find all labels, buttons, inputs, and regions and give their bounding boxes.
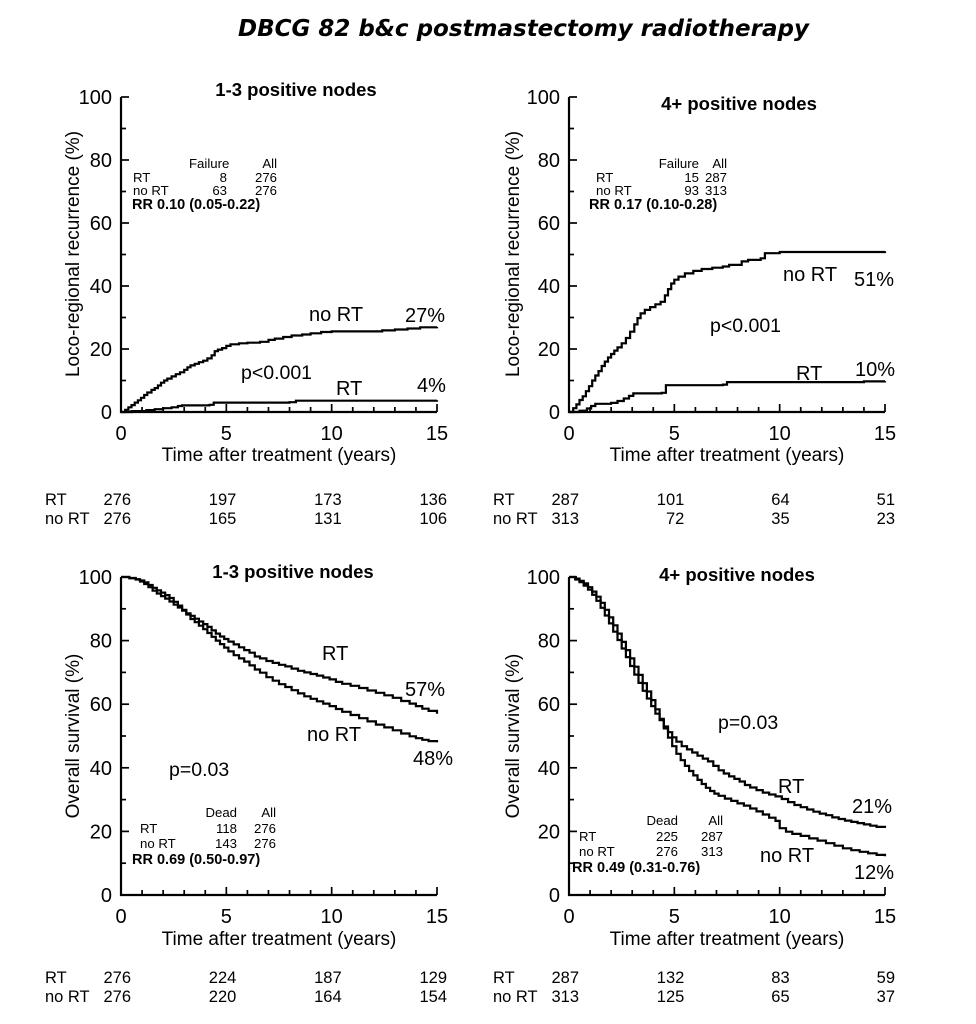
y-tick-label: 100 bbox=[526, 87, 560, 109]
stats-value: 276 bbox=[253, 820, 276, 836]
panel-title: 4+ positive nodes bbox=[659, 564, 815, 585]
curve-end-value-rt: 10% bbox=[855, 359, 896, 381]
curve-end-value-no-rt: 12% bbox=[854, 862, 895, 884]
x-tick-label: 0 bbox=[563, 906, 575, 928]
risk-value: 276 bbox=[103, 510, 131, 528]
risk-value: 154 bbox=[419, 988, 447, 1006]
stats-row-rt bbox=[133, 171, 277, 185]
stats-row-rt bbox=[579, 829, 723, 845]
x-tick-label: 0 bbox=[563, 423, 575, 445]
stats-value: 93 bbox=[684, 183, 699, 198]
relative-risk-line: RR 0.17 (0.10-0.28) bbox=[589, 197, 718, 213]
x-tick-label: 10 bbox=[320, 423, 343, 445]
x-tick-label: 15 bbox=[425, 906, 449, 928]
stats-value: 287 bbox=[704, 169, 727, 185]
stats-value: 276 bbox=[254, 169, 277, 185]
x-tick-label: 5 bbox=[668, 906, 680, 928]
p-value: p<0.001 bbox=[710, 315, 782, 337]
stats-value: 287 bbox=[700, 828, 723, 844]
risk-value: 313 bbox=[551, 988, 579, 1006]
x-tick-label: 0 bbox=[115, 906, 127, 928]
risk-value: 64 bbox=[771, 491, 790, 509]
y-tick-label: 20 bbox=[89, 339, 112, 361]
curve-label-no-rt: no RT bbox=[307, 724, 362, 746]
risk-value: 131 bbox=[314, 510, 342, 528]
x-tick-label: 15 bbox=[425, 423, 449, 445]
y-axis-label: Loco-regional recurrence (%) bbox=[63, 130, 84, 378]
risk-value: 197 bbox=[208, 491, 237, 509]
stats-value: 276 bbox=[655, 844, 678, 859]
y-tick-label: 80 bbox=[537, 630, 560, 653]
panel-title: 1-3 positive nodes bbox=[215, 79, 377, 100]
relative-risk-line: RR 0.10 (0.05-0.22) bbox=[132, 197, 261, 213]
curve-label-rt: RT bbox=[336, 378, 363, 400]
y-tick-label: 60 bbox=[537, 213, 560, 235]
stats-header-row bbox=[133, 157, 277, 171]
y-tick-label: 20 bbox=[89, 821, 112, 844]
risk-row-label: no RT bbox=[45, 510, 90, 528]
x-axis-label: Time after treatment (years) bbox=[161, 929, 397, 950]
y-tick-label: 20 bbox=[537, 821, 560, 844]
x-tick-label: 5 bbox=[220, 906, 232, 928]
y-tick-label: 80 bbox=[537, 150, 560, 172]
y-axis-label: Overall survival (%) bbox=[503, 653, 524, 819]
risk-value: 276 bbox=[103, 988, 131, 1006]
y-tick-label: 0 bbox=[100, 885, 112, 907]
stats-col2-header: All bbox=[712, 156, 727, 171]
curve-end-value-no-rt: 51% bbox=[854, 269, 895, 291]
stats-col2-header: All bbox=[261, 805, 276, 820]
risk-value: 136 bbox=[419, 491, 447, 509]
stats-value: 313 bbox=[704, 183, 727, 198]
stats-row-no-rt bbox=[596, 184, 727, 198]
km-curve-rt bbox=[569, 577, 885, 828]
stats-row-no-rt bbox=[140, 836, 276, 852]
risk-value: 276 bbox=[103, 491, 131, 509]
x-axis-label: Time after treatment (years) bbox=[161, 445, 397, 466]
risk-value: 59 bbox=[876, 969, 895, 987]
stats-col2-header: All bbox=[262, 156, 277, 171]
risk-row-label: RT bbox=[493, 491, 515, 509]
stats-col1-header: Failure bbox=[658, 156, 699, 171]
relative-risk-line: RR 0.69 (0.50-0.97) bbox=[132, 852, 261, 868]
stats-header-row bbox=[596, 157, 727, 171]
x-tick-label: 10 bbox=[768, 906, 791, 928]
risk-value: 164 bbox=[314, 988, 342, 1006]
y-tick-label: 100 bbox=[78, 567, 112, 589]
stats-value: 225 bbox=[655, 828, 678, 844]
risk-value: 287 bbox=[551, 969, 579, 987]
stats-col1-header: Dead bbox=[205, 805, 237, 820]
risk-value: 37 bbox=[876, 988, 895, 1006]
risk-value: 35 bbox=[771, 510, 790, 528]
stats-value: 276 bbox=[254, 183, 277, 198]
risk-row-label: RT bbox=[493, 969, 515, 987]
stats-header-row bbox=[140, 805, 276, 821]
risk-value: 287 bbox=[551, 491, 579, 509]
risk-value: 276 bbox=[103, 969, 131, 987]
stats-row-label: RT bbox=[140, 820, 158, 836]
curve-label-rt: RT bbox=[796, 363, 823, 385]
y-tick-label: 80 bbox=[89, 150, 112, 172]
curve-label-no-rt: no RT bbox=[760, 845, 815, 867]
stats-col1-header: Failure bbox=[189, 156, 230, 171]
risk-value: 65 bbox=[771, 988, 790, 1006]
risk-row-label: RT bbox=[45, 969, 67, 987]
stats-value: 143 bbox=[214, 836, 237, 851]
y-tick-label: 40 bbox=[89, 276, 112, 298]
stats-row-rt bbox=[140, 821, 276, 837]
stats-value: 8 bbox=[219, 169, 227, 185]
p-value: p=0.03 bbox=[169, 759, 230, 781]
stats-row-label: RT bbox=[133, 169, 151, 185]
y-tick-label: 60 bbox=[89, 213, 112, 235]
curve-end-value-no-rt: 27% bbox=[405, 305, 446, 327]
risk-value: 23 bbox=[876, 510, 895, 528]
y-tick-label: 0 bbox=[548, 402, 560, 424]
risk-row-label: no RT bbox=[493, 510, 538, 528]
curve-label-no-rt: no RT bbox=[309, 304, 364, 326]
x-tick-label: 15 bbox=[873, 906, 897, 928]
x-tick-label: 10 bbox=[768, 423, 791, 445]
risk-value: 224 bbox=[208, 969, 237, 987]
risk-value: 101 bbox=[656, 491, 685, 509]
km-curve-rt bbox=[121, 400, 437, 412]
risk-row-label: no RT bbox=[45, 988, 90, 1006]
stats-value: 276 bbox=[253, 836, 276, 851]
y-axis-label: Overall survival (%) bbox=[63, 653, 84, 819]
y-tick-label: 80 bbox=[89, 630, 112, 653]
figure-title: DBCG 82 b&c postmastectomy radiotherapy bbox=[238, 16, 809, 42]
stats-row-label: RT bbox=[596, 169, 614, 185]
event-stats-table bbox=[133, 157, 277, 213]
x-tick-label: 0 bbox=[115, 423, 127, 445]
curve-end-value-rt: 21% bbox=[852, 796, 893, 818]
stats-row-no-rt bbox=[133, 184, 277, 198]
risk-value: 313 bbox=[551, 510, 579, 528]
y-tick-label: 40 bbox=[537, 276, 560, 298]
risk-value: 51 bbox=[876, 491, 895, 509]
stats-row-label: no RT bbox=[133, 183, 169, 198]
risk-value: 129 bbox=[419, 969, 447, 987]
risk-value: 106 bbox=[419, 510, 447, 528]
stats-row-label: no RT bbox=[140, 836, 176, 851]
y-tick-label: 40 bbox=[89, 757, 112, 780]
p-value: p=0.03 bbox=[718, 712, 779, 734]
y-tick-label: 100 bbox=[526, 567, 560, 589]
event-stats-table bbox=[589, 156, 727, 213]
stats-row-label: no RT bbox=[579, 844, 615, 859]
stats-value: 313 bbox=[700, 844, 723, 859]
axis-frame bbox=[569, 97, 885, 412]
risk-value: 187 bbox=[314, 969, 342, 987]
x-axis-label: Time after treatment (years) bbox=[609, 445, 845, 466]
y-tick-label: 60 bbox=[537, 694, 560, 717]
y-tick-label: 0 bbox=[548, 885, 560, 907]
panel-title: 4+ positive nodes bbox=[661, 93, 817, 114]
risk-row-label: no RT bbox=[493, 988, 538, 1006]
curve-label-no-rt: no RT bbox=[783, 264, 838, 286]
curve-end-value-no-rt: 48% bbox=[413, 748, 454, 770]
curve-end-value-rt: 57% bbox=[405, 679, 446, 701]
risk-value: 220 bbox=[208, 988, 237, 1006]
stats-value: 118 bbox=[215, 820, 237, 836]
y-tick-label: 100 bbox=[78, 87, 112, 109]
stats-value: 63 bbox=[212, 183, 227, 198]
x-tick-label: 5 bbox=[668, 423, 680, 445]
panel-title: 1-3 positive nodes bbox=[212, 561, 374, 582]
y-tick-label: 0 bbox=[100, 402, 112, 424]
risk-value: 83 bbox=[771, 969, 790, 987]
y-tick-label: 60 bbox=[89, 694, 112, 717]
risk-value: 125 bbox=[656, 988, 685, 1006]
stats-value: 15 bbox=[684, 169, 699, 185]
stats-header-row bbox=[579, 813, 723, 829]
stats-row-label: RT bbox=[579, 828, 597, 844]
stats-row-rt bbox=[596, 171, 727, 185]
stats-col1-header: Dead bbox=[646, 813, 678, 828]
relative-risk-line: RR 0.49 (0.31-0.76) bbox=[572, 860, 701, 876]
y-tick-label: 20 bbox=[537, 339, 560, 361]
stats-row-label: no RT bbox=[596, 183, 632, 198]
x-tick-label: 15 bbox=[873, 423, 897, 445]
risk-value: 173 bbox=[314, 491, 342, 509]
x-tick-label: 5 bbox=[220, 423, 232, 445]
curve-label-rt: RT bbox=[778, 776, 805, 798]
stats-col2-header: All bbox=[708, 813, 723, 828]
p-value: p<0.001 bbox=[241, 362, 313, 384]
risk-value: 165 bbox=[208, 510, 237, 528]
stats-row-no-rt bbox=[579, 844, 723, 860]
y-tick-label: 40 bbox=[537, 757, 560, 780]
risk-row-label: RT bbox=[45, 491, 67, 509]
event-stats-table bbox=[132, 805, 276, 869]
event-stats-table bbox=[572, 813, 723, 877]
x-axis-label: Time after treatment (years) bbox=[609, 929, 845, 950]
risk-value: 72 bbox=[665, 510, 685, 528]
y-axis-label: Loco-regional recurrence (%) bbox=[503, 130, 524, 378]
km-curve-rt bbox=[569, 381, 885, 412]
risk-value: 132 bbox=[656, 969, 685, 987]
x-tick-label: 10 bbox=[320, 906, 343, 928]
curve-end-value-rt: 4% bbox=[417, 375, 446, 397]
curve-label-rt: RT bbox=[322, 643, 349, 665]
